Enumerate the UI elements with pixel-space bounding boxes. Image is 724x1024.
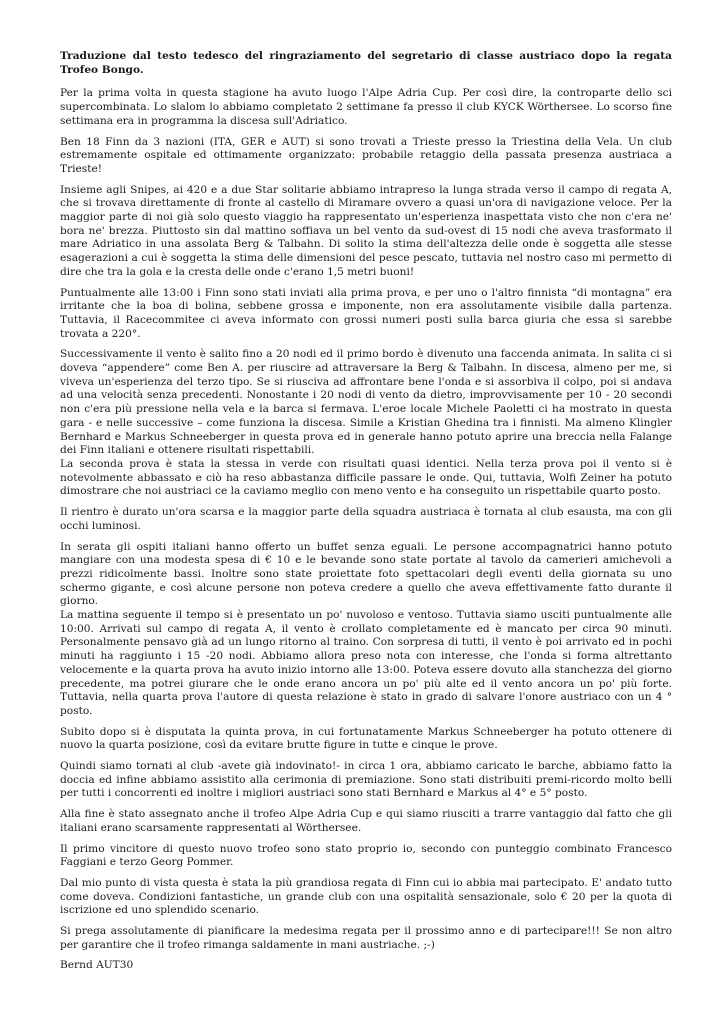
paragraph-return: Il rientro è durato un'ora scarsa e la maggior parte della squadra austriaca è tornata al club esausta, ma con gli occhi luminosi. <box>60 506 672 532</box>
paragraph-next-morning: La mattina seguente il tempo si è presentato un po' nuvoloso e ventoso. Tuttavia siamo usciti puntualmente alle 10:00. Arrivati sul campo di regata A, il vento è crollato completamente ed è mancato per circa 90 minuti. Personalmente pensavo già ad un lungo ritorno al traino. Con sorpresa di tutti, il vento è poi arrivato ed in pochi minuti ha raggiunto i 15 -20 nodi. Abbiamo allora preso nota con interesse, che l'onda si forma altrettanto velocemente e la quarta prova ha avuto inizio intorno alle 13:00. Poteva essere dovuto alla stanchezza del giorno precedente, ma potrei giurare che le onde erano ancora un po' più alte ed il vento ancora un po' più forte. Tuttavia, nella quarta prova l'autore di questa relazione è stato in grado di salvare l'onore austriaco con un 4 ° posto. <box>60 609 672 717</box>
paragraph-wind-increase: Successivamente il vento è salito fino a 20 nodi ed il primo bordo è divenuto una faccenda animata. In salita ci si doveva “appendere” come Ben A. per riuscire ad attraversare la Berg & Talbahn. In discesa, almeno per me, si viveva un'esperienza del terzo tipo. Se si riusciva ad affrontare bene l'onda e si assorbiva il colpo, poi si andava ad una velocità senza precedenti. Nonostante i 20 nodi di vento da dietro, improvvisamente per 10 - 20 secondi non c'era più pressione nella vela e la barca si fermava. L'eroe locale Michele Paoletti ci ha mostrato in questa gara - e nelle successive – come funziona la discesa. Simile a Kristian Ghedina tra i finnisti. Ma almeno Klingler Bernhard e Markus Schneeberger in questa prova ed in generale hanno potuto aprire una breccia nella Falange dei Finn italiani e ottenere risultati rispettabili. <box>60 348 672 457</box>
paragraph-trophy-awarded: Alla fine è stato assegnato anche il trofeo Alpe Adria Cup e qui siamo riusciti a trarre vantaggio dal fatto che gli italiani erano scarsamente rappresentati al Wörthersee. <box>60 808 672 834</box>
paragraph-invitation: Si prega assolutamente di pianificare la medesima regata per il prossimo anno e di partecipare!!! Se non altro per garantire che il trofeo rimanga saldamente in mani austriache. ;-) <box>60 925 672 951</box>
paragraph-alpe-adria-cup: Per la prima volta in questa stagione ha avuto luogo l'Alpe Adria Cup. Per così dire, la controparte dello sci supercombinata. Lo slalom lo abbiamo completato 2 settimane fa presso il club KYCK Wörthersee. Lo scorso fine settimana era in programma la discesa sull'Adriatico. <box>60 87 672 127</box>
paragraph-second-third-race: La seconda prova è stata la stessa in verde con risultati quasi identici. Nella terza prova poi il vento si è notevolmente abbassato e ciò ha reso abbastanza difficile passare le onde. Qui, tuttavia, Wolfi Zeiner ha potuto dimostrare che noi austriaci ce la caviamo meglio con meno vento e ha conseguito un rispettabile quarto posto. <box>60 457 672 498</box>
paragraph-trieste-arrival: Ben 18 Finn da 3 nazioni (ITA, GER e AUT) si sono trovati a Trieste presso la Triestina della Vela. Un club estremamente ospitale ed ottimamente organizzato: probabile retaggio della passata presenza austriaca a Trieste! <box>60 135 672 175</box>
paragraph-trophy-winner: Il primo vincitore di questo nuovo trofeo sono stato proprio io, secondo con punteggio combinato Francesco Faggiani e terzo Georg Pommer. <box>60 842 672 869</box>
document-title: Traduzione dal testo tedesco del ringraziamento del segretario di classe austriaco dopo la regata Trofeo Bongo. <box>60 50 672 76</box>
author-signature: Bernd AUT30 <box>60 959 134 972</box>
paragraph-first-race: Puntualmente alle 13:00 i Finn sono stati inviati alla prima prova, e per uno o l'altro finnista “di montagna” era irritante che la boa di bolina, sebbene grossa e imponente, non era assolutamente visibile dalla partenza. Tuttavia, il Racecommitee ci aveva informato con grossi numeri posti sulla barca giuria che essa si sarebbe trovata a 220°. <box>60 286 672 340</box>
paragraph-race-area: Insieme agli Snipes, ai 420 e a due Star solitarie abbiamo intrapreso la lunga strada verso il campo di regata A, che si trovava direttamente di fronte al castello di Miramare ovvero a quasi un'ora di navigazione veloce. Per la maggior parte di noi già solo questo viaggio ha rappresentato un'esperienza inaspettata visto che non c'era ne' bora ne' brezza. Piuttosto sin dal mattino soffiava un bel vento da sud-ovest di 15 nodi che aveva trasformato il mare Adriatico in una assolata Berg & Talbahn. Di solito la stima dell'altezza delle onde è soggetta alle stesse esagerazioni a cui è soggetta la stima delle dimensioni del pesce pescato, tuttavia nel nostro caso mi permetto di dire che tra la gola e la cresta delle onde c'erano 1,5 metri buoni! <box>60 183 672 278</box>
paragraph-fifth-race: Subito dopo si è disputata la quinta prova, in cui fortunatamente Markus Schneeberger ha potuto ottenere di nuovo la quarta posizione, così da evitare brutte figure in tutte e cinque le prove. <box>60 725 672 752</box>
paragraph-evening-buffet: In serata gli ospiti italiani hanno offerto un buffet senza eguali. Le persone accompagnatrici hanno potuto mangiare con una modesta spesa di € 10 e le bevande sono state portate al tavolo da camerieri amichevoli a prezzi ridicolmente bassi. Inoltre sono state proiettate foto spettacolari degli eventi della giornata su uno schermo gigante, e così alcune persone non poteva credere a quello che aveva effettivamente fatto durante il giorno. <box>60 540 672 608</box>
paragraph-conclusion: Dal mio punto di vista questa è stata la più grandiosa regata di Finn cui io abbia mai partecipato. E' andato tutto come doveva. Condizioni fantastiche, un grande club con una ospitalità sensazionale, solo € 20 per la quota di iscrizione ed uno splendido scenario. <box>60 876 672 917</box>
document-page <box>60 50 672 973</box>
paragraph-prize-giving: Quindi siamo tornati al club -avete già indovinato!- in circa 1 ora, abbiamo caricato le barche, abbiamo fatto la doccia ed infine abbiamo assistito alla cerimonia di premiazione. Sono stati distribuiti premi-ricordo molto belli per tutti i concorrenti ed inoltre i migliori austriaci sono stati Bernhard e Markus al 4° e 5° posto. <box>60 760 672 800</box>
